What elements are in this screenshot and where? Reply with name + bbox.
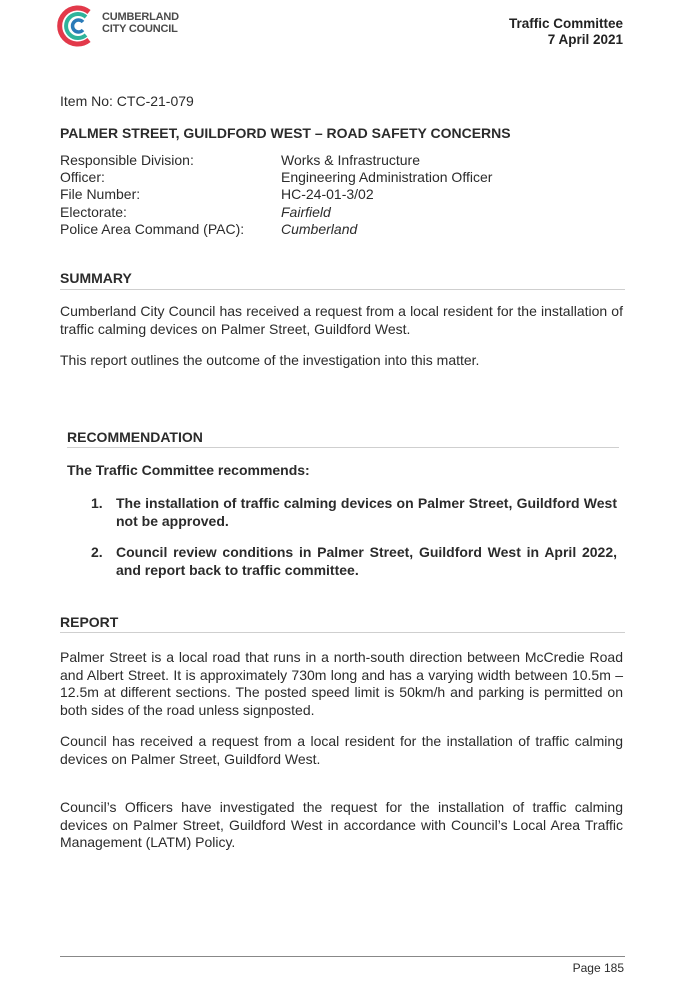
detail-value: Engineering Administration Officer [281, 169, 493, 186]
recommendation-divider [67, 447, 619, 448]
detail-row [60, 221, 492, 238]
detail-label: Officer: [60, 169, 105, 186]
recommendation-intro: The Traffic Committee recommends: [67, 462, 310, 478]
logo-wordmark [102, 11, 179, 35]
meeting-date: 7 April 2021 [547, 32, 623, 47]
recommendation-text: The installation of traffic calming devices on Palmer Street, Guildford West not be approved. [116, 495, 617, 529]
committee-name: Traffic Committee [508, 16, 623, 31]
detail-label: Police Area Command (PAC): [60, 220, 245, 237]
report-paragraph: Palmer Street is a local road that runs in a north-south direction between McCredie Road and Albert Street. It is approximately 730m long and has a varying width between 10.5m – 12.5m at different sections. The posted speed limit is 50km/h and parking is permitted on both sides of the road unless signposted. [60, 649, 623, 718]
header-meta [509, 16, 623, 48]
detail-value: HC-24-01-3/02 [281, 186, 374, 203]
logo-line-1: CUMBERLAND [102, 11, 179, 23]
recommendation-item [91, 494, 617, 530]
council-logo [52, 2, 212, 52]
page-title: PALMER STREET, GUILDFORD WEST – ROAD SAFETY CONCERNS [60, 125, 511, 141]
recommendation-item [91, 543, 617, 579]
detail-value: Cumberland [281, 220, 358, 237]
detail-row [60, 169, 492, 186]
detail-value: Works & Infrastructure [281, 152, 421, 168]
summary-paragraph: Cumberland City Council has received a request from a local resident for the installation of traffic calming devices on Palmer Street, Guildford West. [60, 303, 623, 337]
detail-label: Electorate: [60, 203, 127, 220]
detail-label: File Number: [60, 186, 141, 203]
recommendation-text: Council review conditions in Palmer Street, Guildford West in April 2022, and report back to traffic committee. [116, 544, 617, 578]
report-heading: REPORT [60, 614, 119, 630]
recommendation-number: 1. [91, 495, 103, 511]
report-divider [60, 632, 625, 633]
detail-value: Fairfield [281, 203, 331, 220]
report-paragraph: Council’s Officers have investigated the request for the installation of traffic calming devices on Palmer Street, Guildford West in accordance with Council’s Local Area Traffic Management (LATM) Policy. [60, 799, 623, 851]
recommendation-heading: RECOMMENDATION [67, 429, 203, 445]
detail-row [60, 186, 492, 203]
detail-label: Responsible Division: [60, 152, 194, 168]
recommendation-number: 2. [91, 544, 103, 560]
footer-divider [60, 956, 625, 957]
detail-row [60, 204, 492, 221]
page-number: Page 185 [572, 961, 624, 975]
summary-paragraph: This report outlines the outcome of the investigation into this matter. [60, 352, 480, 368]
report-paragraph: Council has received a request from a local resident for the installation of traffic calming devices on Palmer Street, Guildford West. [60, 733, 623, 767]
summary-divider [60, 289, 625, 290]
logo-line-2: CITY COUNCIL [102, 23, 178, 35]
item-details [60, 152, 492, 238]
item-number: Item No: CTC-21-079 [60, 93, 194, 109]
council-logo-icon [52, 2, 100, 50]
detail-row [60, 152, 492, 169]
summary-heading: SUMMARY [60, 270, 132, 286]
